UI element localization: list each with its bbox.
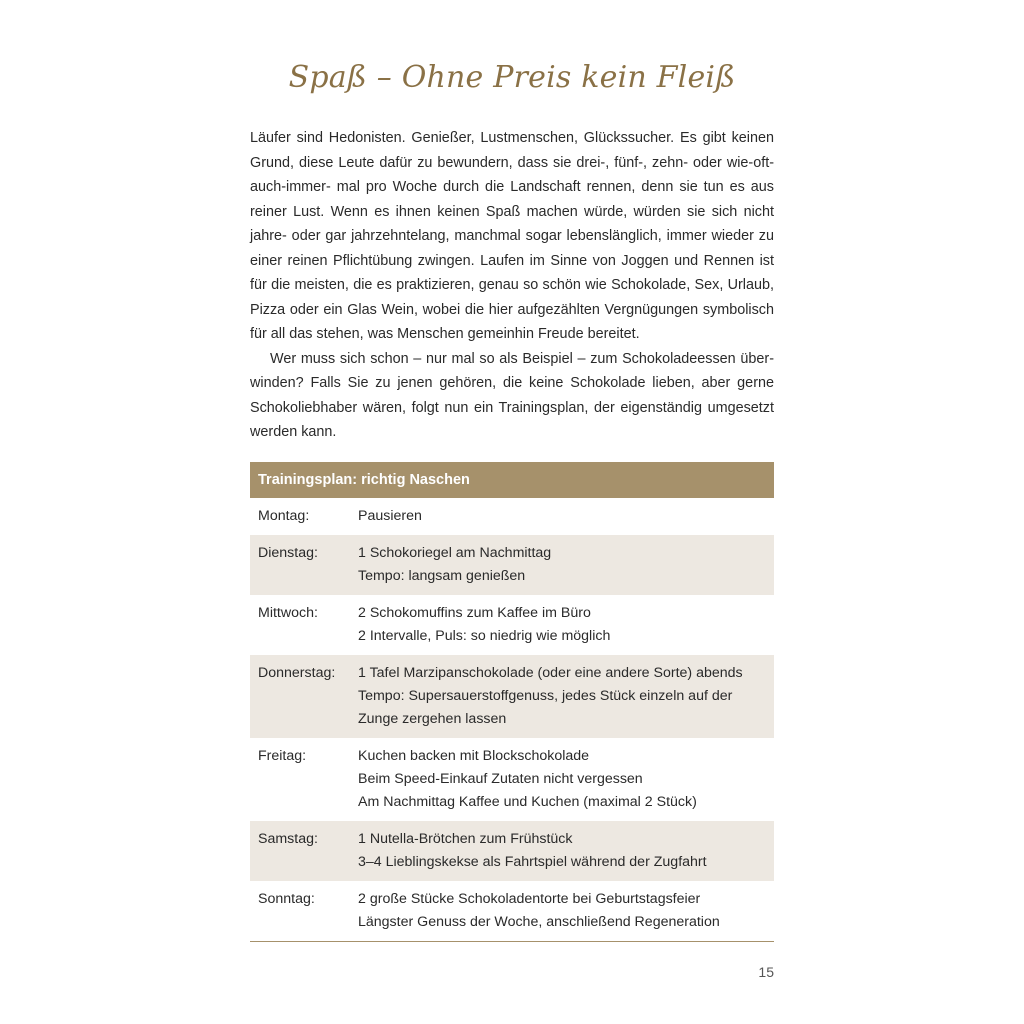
day-label: Sonntag: xyxy=(258,891,315,907)
activity-cell xyxy=(358,745,774,814)
activity-line: Kuchen backen mit Blockschokolade xyxy=(358,748,590,764)
activity-line: 3–4 Lieblingskekse als Fahrtspiel während der Zugfahrt xyxy=(358,854,707,870)
activity-line: 2 Intervalle, Puls: so niedrig wie möglich xyxy=(358,628,611,644)
activity-line: Am Nachmittag Kaffee und Kuchen (maximal 2 Stück) xyxy=(358,794,697,810)
training-plan-table xyxy=(250,462,774,942)
activity-line: Beim Speed-Einkauf Zutaten nicht vergessen xyxy=(358,771,643,787)
table-row xyxy=(250,535,774,595)
body-text xyxy=(250,126,774,445)
activity-line: Längster Genuss der Woche, anschließend Regeneration xyxy=(358,914,720,930)
activity-line: 1 Nutella-Brötchen zum Frühstück xyxy=(358,831,573,847)
activity-cell xyxy=(358,662,774,731)
table-row xyxy=(250,738,774,821)
activity-cell xyxy=(358,888,774,934)
activity-cell xyxy=(358,542,774,588)
activity-line: Zunge zergehen lassen xyxy=(358,711,507,727)
day-label: Dienstag: xyxy=(258,545,318,561)
activity-line: Tempo: Supersauerstoffgenuss, jedes Stück einzeln auf der xyxy=(358,688,733,704)
page-title: Spaß – Ohne Preis kein Fleiß xyxy=(288,60,736,95)
table-row xyxy=(250,498,774,535)
day-label: Montag: xyxy=(258,508,310,524)
day-label: Donnerstag: xyxy=(258,665,336,681)
table-header: Trainingsplan: richtig Naschen xyxy=(250,462,774,498)
activity-cell xyxy=(358,602,774,648)
table-row xyxy=(250,655,774,738)
table-row xyxy=(250,881,774,941)
activity-line: 2 große Stücke Schokoladentorte bei Geburtstagsfeier xyxy=(358,891,701,907)
paragraph: Läufer sind Hedonisten. Genießer, Lustmenschen, Glückssucher. Es gibt keinen Grund, diese Leute dafür zu bewundern, dass sie drei-, fünf-, zehn- oder wie-oft-auch-immer- mal pro Woche durch die Landschaft rennen, denn sie tun es aus reiner Lust. Wenn es ihnen keinen Spaß machen würde, würden sie sich nicht jahre- oder gar jahrzehntelang, manchmal sogar lebenslänglich, immer wieder zu einer reinen Pflichtübung zwingen. Laufen im Sinne von Joggen und Rennen ist für die meisten, die es praktizieren, genau so schön wie Schokolade, Sex, Urlaub, Pizza oder ein Glas Wein, wobei die hier aufgezählten Vergnügungen symbolisch für all das stehen, was Menschen gemeinhin Freude bereitet. xyxy=(250,130,774,342)
page-number: 15 xyxy=(758,964,774,980)
paragraph: Wer muss sich schon – nur mal so als Beispiel – zum Schokoladeessen überwinden? Falls Sie zu jenen gehören, die keine Schokolade lieben, aber gerne Schokoliebhaber wären, folgt nun ein Trainingsplan, der eigenständig umgesetzt werden kann. xyxy=(250,350,774,440)
activity-line: 2 Schokomuffins zum Kaffee im Büro xyxy=(358,605,591,621)
activity-line: 1 Tafel Marzipanschokolade (oder eine andere Sorte) abends xyxy=(358,665,743,681)
activity-line: Tempo: langsam genießen xyxy=(358,568,526,584)
table-row xyxy=(250,821,774,881)
day-label: Samstag: xyxy=(258,831,318,847)
day-label: Freitag: xyxy=(258,748,307,764)
activity-line: Pausieren xyxy=(358,508,422,524)
activity-cell xyxy=(358,828,774,874)
activity-cell xyxy=(358,505,774,528)
day-label: Mittwoch: xyxy=(258,605,318,621)
activity-line: 1 Schokoriegel am Nachmittag xyxy=(358,545,552,561)
table-row xyxy=(250,595,774,655)
